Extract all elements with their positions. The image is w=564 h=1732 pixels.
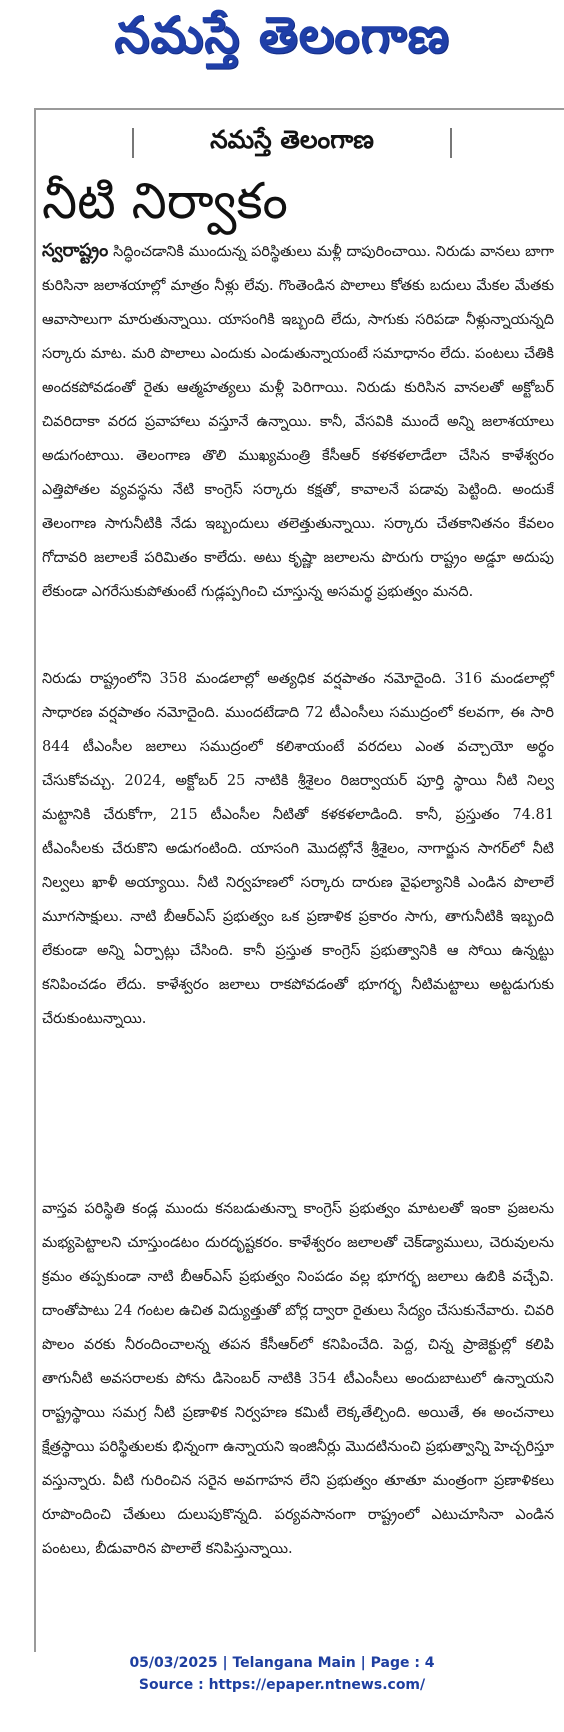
article-brand-strip bbox=[132, 124, 452, 162]
article-clipping bbox=[34, 108, 564, 1652]
masthead-logo: నమస్తే తెలంగాణ bbox=[114, 5, 450, 64]
article-brand: నమస్తే తెలంగాణ bbox=[210, 125, 374, 154]
article-paragraph-2 bbox=[42, 662, 554, 1036]
page-footer bbox=[0, 1652, 564, 1712]
article-paragraph-1 bbox=[42, 234, 554, 609]
paragraph-text: వాస్తవ పరిస్థితి కండ్ల ముందు కనబడుతున్నా కాంగ్రెస్ ప్రభుత్వం మాటలతో ఇంకా ప్రజలను మభ్యపెట్టాలని చూస్తుండటం దురదృష్టకరం. కాళేశ్వరం జలాలతో చెక్‌డ్యాములు, చెరువులను క్రమం తప్పకుండా నాటి బీఆర్‌ఎస్ ప్రభుత్వం నింపడం వల్ల భూగర్భ జలాలు ఉబికి వచ్చేవి. దాంతోపాటు 24 గంటల ఉచిత విద్యుత్తుతో బోర్ల ద్వారా రైతులు సేద్యం చేసుకునేవారు. చివరి పొలం వరకు నీరందించాలన్న తపన కేసీఆర్‌లో కనిపించేది. పెద్ద, చిన్న ప్రాజెక్టుల్లో కలిపి తాగునీటి అవసరాలకు పోను డిసెంబర్ నాటికి 354 టీఎంసీలు అందుబాటులో ఉన్నాయని రాష్ట్రస్థాయి సమగ్ర నీటి ప్రణాళిక నిర్వహణ కమిటీ లెక్కతేల్చింది. అయితే, ఈ అంచనాలు క్షేత్రస్థాయి పరిస్థితులకు భిన్నంగా ఉన్నాయని ఇంజినీర్లు మొదటినుంచి ప్రభుత్వాన్ని హెచ్చరిస్తూ వస్తున్నారు. వీటి గురించిన సరైన అవగాహన లేని ప్రభుత్వం తూతూ మంత్రంగా ప్రణాళికలు రూపొందించి చేతులు దులుపుకొన్నది. పర్యవసానంగా రాష్ట్రంలో ఎటుచూసినా ఎండిన పంటలు, బీడువారిన పొలాలే కనిపిస్తున్నాయి. bbox=[42, 1201, 554, 1557]
article-body bbox=[36, 110, 564, 1650]
masthead bbox=[0, 0, 564, 82]
paragraph-lead-word: స్వరాష్ట్రం bbox=[42, 240, 109, 261]
footer-edition-line: 05/03/2025 | Telangana Main | Page : 4 bbox=[129, 1655, 435, 1671]
article-headline: నీటి నిర్వాకం bbox=[42, 172, 288, 230]
paragraph-text: సిద్ధించడానికి ముందున్న పరిస్థితులు మళ్లీ దాపురించాయి. నిరుడు వానలు బాగా కురిసినా జలాశయాల్లో మాత్రం నీళ్లు లేవు. గొంతెండిన పొలాలు కోతకు బదులు మేకల మేతకు ఆవాసాలుగా మారుతున్నాయి. యాసంగికి ఇబ్బంది లేదు, సాగుకు సరిపడా నీళ్లున్నాయన్నది సర్కారు మాట. మరి పొలాలు ఎందుకు ఎండుతున్నాయంటే సమాధానం లేదు. పంటలు చేతికి అందకపోవడంతో రైతు ఆత్మహత్యలు మళ్లీ పెరిగాయి. నిరుడు కురిసిన వానలతో అక్టోబర్ చివరిదాకా వరద ప్రవాహాలు వస్తూనే ఉన్నాయి. కానీ, వేసవికి ముందే అన్ని జలాశయాలు అడుగంటాయి. తెలంగాణ తొలి ముఖ్యమంత్రి కేసీఆర్ కళకళలాడేలా చేసిన కాళేశ్వరం ఎత్తిపోతల వ్యవస్థను నేటి కాంగ్రెస్ సర్కారు కక్షతో, కావాలనే పడావు పెట్టింది. అందుకే తెలంగాణ సాగునీటికి నేడు ఇబ్బందులు తలెత్తుతున్నాయి. సర్కారు చేతకానితనం కేవలం గోదావరి జలాలకే పరిమితం కాలేదు. అటు కృష్ణా జలాలను పొరుగు రాష్ట్రం అడ్డూ అదుపు లేకుండా ఎగరేసుకుపోతుంటే గుడ్లప్పగించి చూస్తున్న అసమర్థ ప్రభుత్వం మనది. bbox=[42, 244, 554, 600]
brand-right-divider bbox=[450, 128, 452, 158]
paragraph-text: నిరుడు రాష్ట్రంలోని 358 మండలాల్లో అత్యధిక వర్షపాతం నమోదైంది. 316 మండలాల్లో సాధారణ వర్షపాతం నమోదైంది. ముందటేడాది 72 టీఎంసీలు సముద్రంలో కలవగా, ఈ సారి 844 టీఎంసీల జలాలు సముద్రంలో కలిశాయంటే వరదలు ఎంత వచ్చాయో అర్థం చేసుకోవచ్చు. 2024, అక్టోబర్ 25 నాటికి శ్రీశైలం రిజర్వాయర్ పూర్తి స్థాయి నీటి నిల్వ మట్టానికి చేరుకోగా, 215 టీఎంసీల నీటితో కళకళలాడింది. కానీ, ప్రస్తుతం 74.81 టీఎంసీలకు చేరుకొని అడుగంటింది. యాసంగి మొదట్లోనే శ్రీశైలం, నాగార్జున సాగర్‌లో నీటి నిల్వలు ఖాళీ అయ్యాయి. నీటి నిర్వహణలో సర్కారు దారుణ వైఫల్యానికి ఎండిన పొలాలే మూగసాక్షులు. నాటి బీఆర్‌ఎస్ ప్రభుత్వం ఒక ప్రణాళిక ప్రకారం సాగు, తాగునీటికి ఇబ్బంది లేకుండా అన్ని ఏర్పాట్లు చేసింది. కానీ ప్రస్తుత కాంగ్రెస్ ప్రభుత్వానికి ఆ సోయి ఉన్నట్టు కనిపించడం లేదు. కాళేశ్వరం జలాలు రాకపోవడంతో భూగర్భ నీటిమట్టాలు అట్టడుగుకు చేరుకుంటున్నాయి. bbox=[42, 671, 554, 1027]
article-paragraph-3 bbox=[42, 1192, 554, 1566]
footer-source-line[interactable]: Source : https://epaper.ntnews.com/ bbox=[138, 1677, 426, 1693]
